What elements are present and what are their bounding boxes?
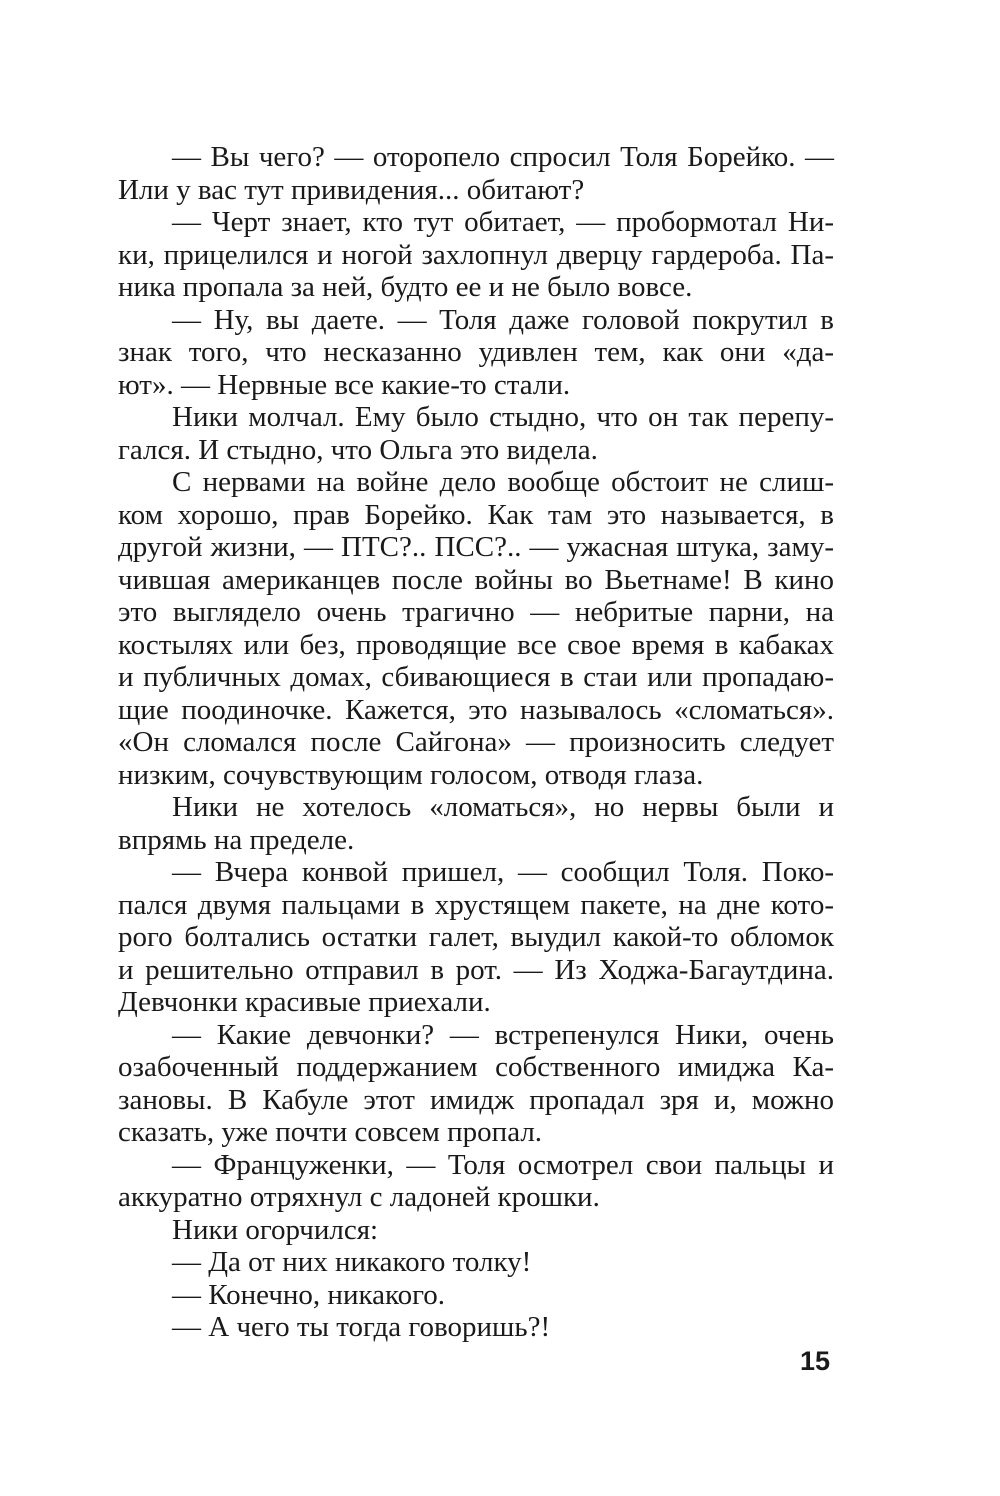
text-line: Ники не хотелось «ломаться», но нервы были и [172,791,834,823]
text-line: — Да от них никакого толку! [172,1246,532,1278]
text-line: и публичных домах, сбивающиеся в стаи или пропадаю- [118,661,834,693]
text-line: впрямь на пределе. [118,823,355,856]
text-line: низким, сочувствующим голосом, отводя глаза. [118,758,704,791]
text-line: ника пропала за ней, будто ее и не было вовсе. [118,271,693,303]
text-line: костылях или без, проводящие все свое время в кабаках [118,628,834,661]
text-line: — Вы чего? — оторопело спросил Толя Борейко. — [172,141,834,173]
text-line: зановы. В Кабуле этот имидж пропадал зря и, можно [118,1083,834,1116]
text-line: — Какие девчонки? — встрепенулся Ники, очень [172,1018,834,1051]
text-line: Ники огорчился: [172,1213,379,1246]
text-line: знак того, что несказанно удивлен тем, как они «да- [118,336,834,368]
text-line: — Черт знает, кто тут обитает, — пробормотал Ни- [172,206,834,238]
text-line: ком хорошо, прав Борейко. Как там это называется, в [118,498,834,531]
text-line: другой жизни, — ПТС?.. ПСС?.. — ужасная штука, заму- [118,531,834,563]
text-line: рого болтались остатки галет, выудил какой-то обломок [118,921,834,953]
text-line: озабоченный поддержанием собственного имиджа Ка- [118,1051,834,1083]
text-line: чившая американцев после войны во Вьетнаме! В кино [118,563,834,596]
text-line: сказать, уже почти совсем пропал. [118,1116,543,1148]
page-number: 15 [799,1346,830,1376]
text-line: — А чего ты тогда говоришь?! [172,1311,551,1343]
text-line: это выглядело очень трагично — небритые парни, на [118,596,834,628]
text-line: Ники молчал. Ему было стыдно, что он так перепу- [172,401,834,433]
text-line: и решительно отправил в рот. — Из Ходжа-Багаутдина. [118,953,834,986]
text-line: ют». — Нервные все какие-то стали. [118,368,571,401]
text-line: С нервами на войне дело вообще обстоит не слиш- [172,466,834,498]
text-line: — Француженки, — Толя осмотрел свои пальцы и [172,1148,834,1181]
text-line: щие поодиночке. Кажется, это называлось «сломаться». [118,693,834,726]
text-line: ки, прицелился и ногой захлопнул дверцу гардероба. Па- [118,238,834,271]
text-line: «Он сломался после Сайгона» — произносить следует [118,726,834,758]
text-line: пался двумя пальцами в хрустящем пакете, на дне кото- [118,888,834,921]
text-line: — Ну, вы даете. — Толя даже головой покрутил в [172,303,834,336]
text-line: гался. И стыдно, что Ольга это видела. [118,433,598,466]
body-text [118,141,834,1344]
text-line: — Вчера конвой пришел, — сообщил Толя. Поко- [172,856,834,888]
text-line: Девчонки красивые приехали. [118,986,491,1018]
text-line: — Конечно, никакого. [172,1278,446,1311]
text-line: аккуратно отряхнул с ладоней крошки. [118,1181,600,1213]
text-line: Или у вас тут привидения... обитают? [118,173,585,206]
